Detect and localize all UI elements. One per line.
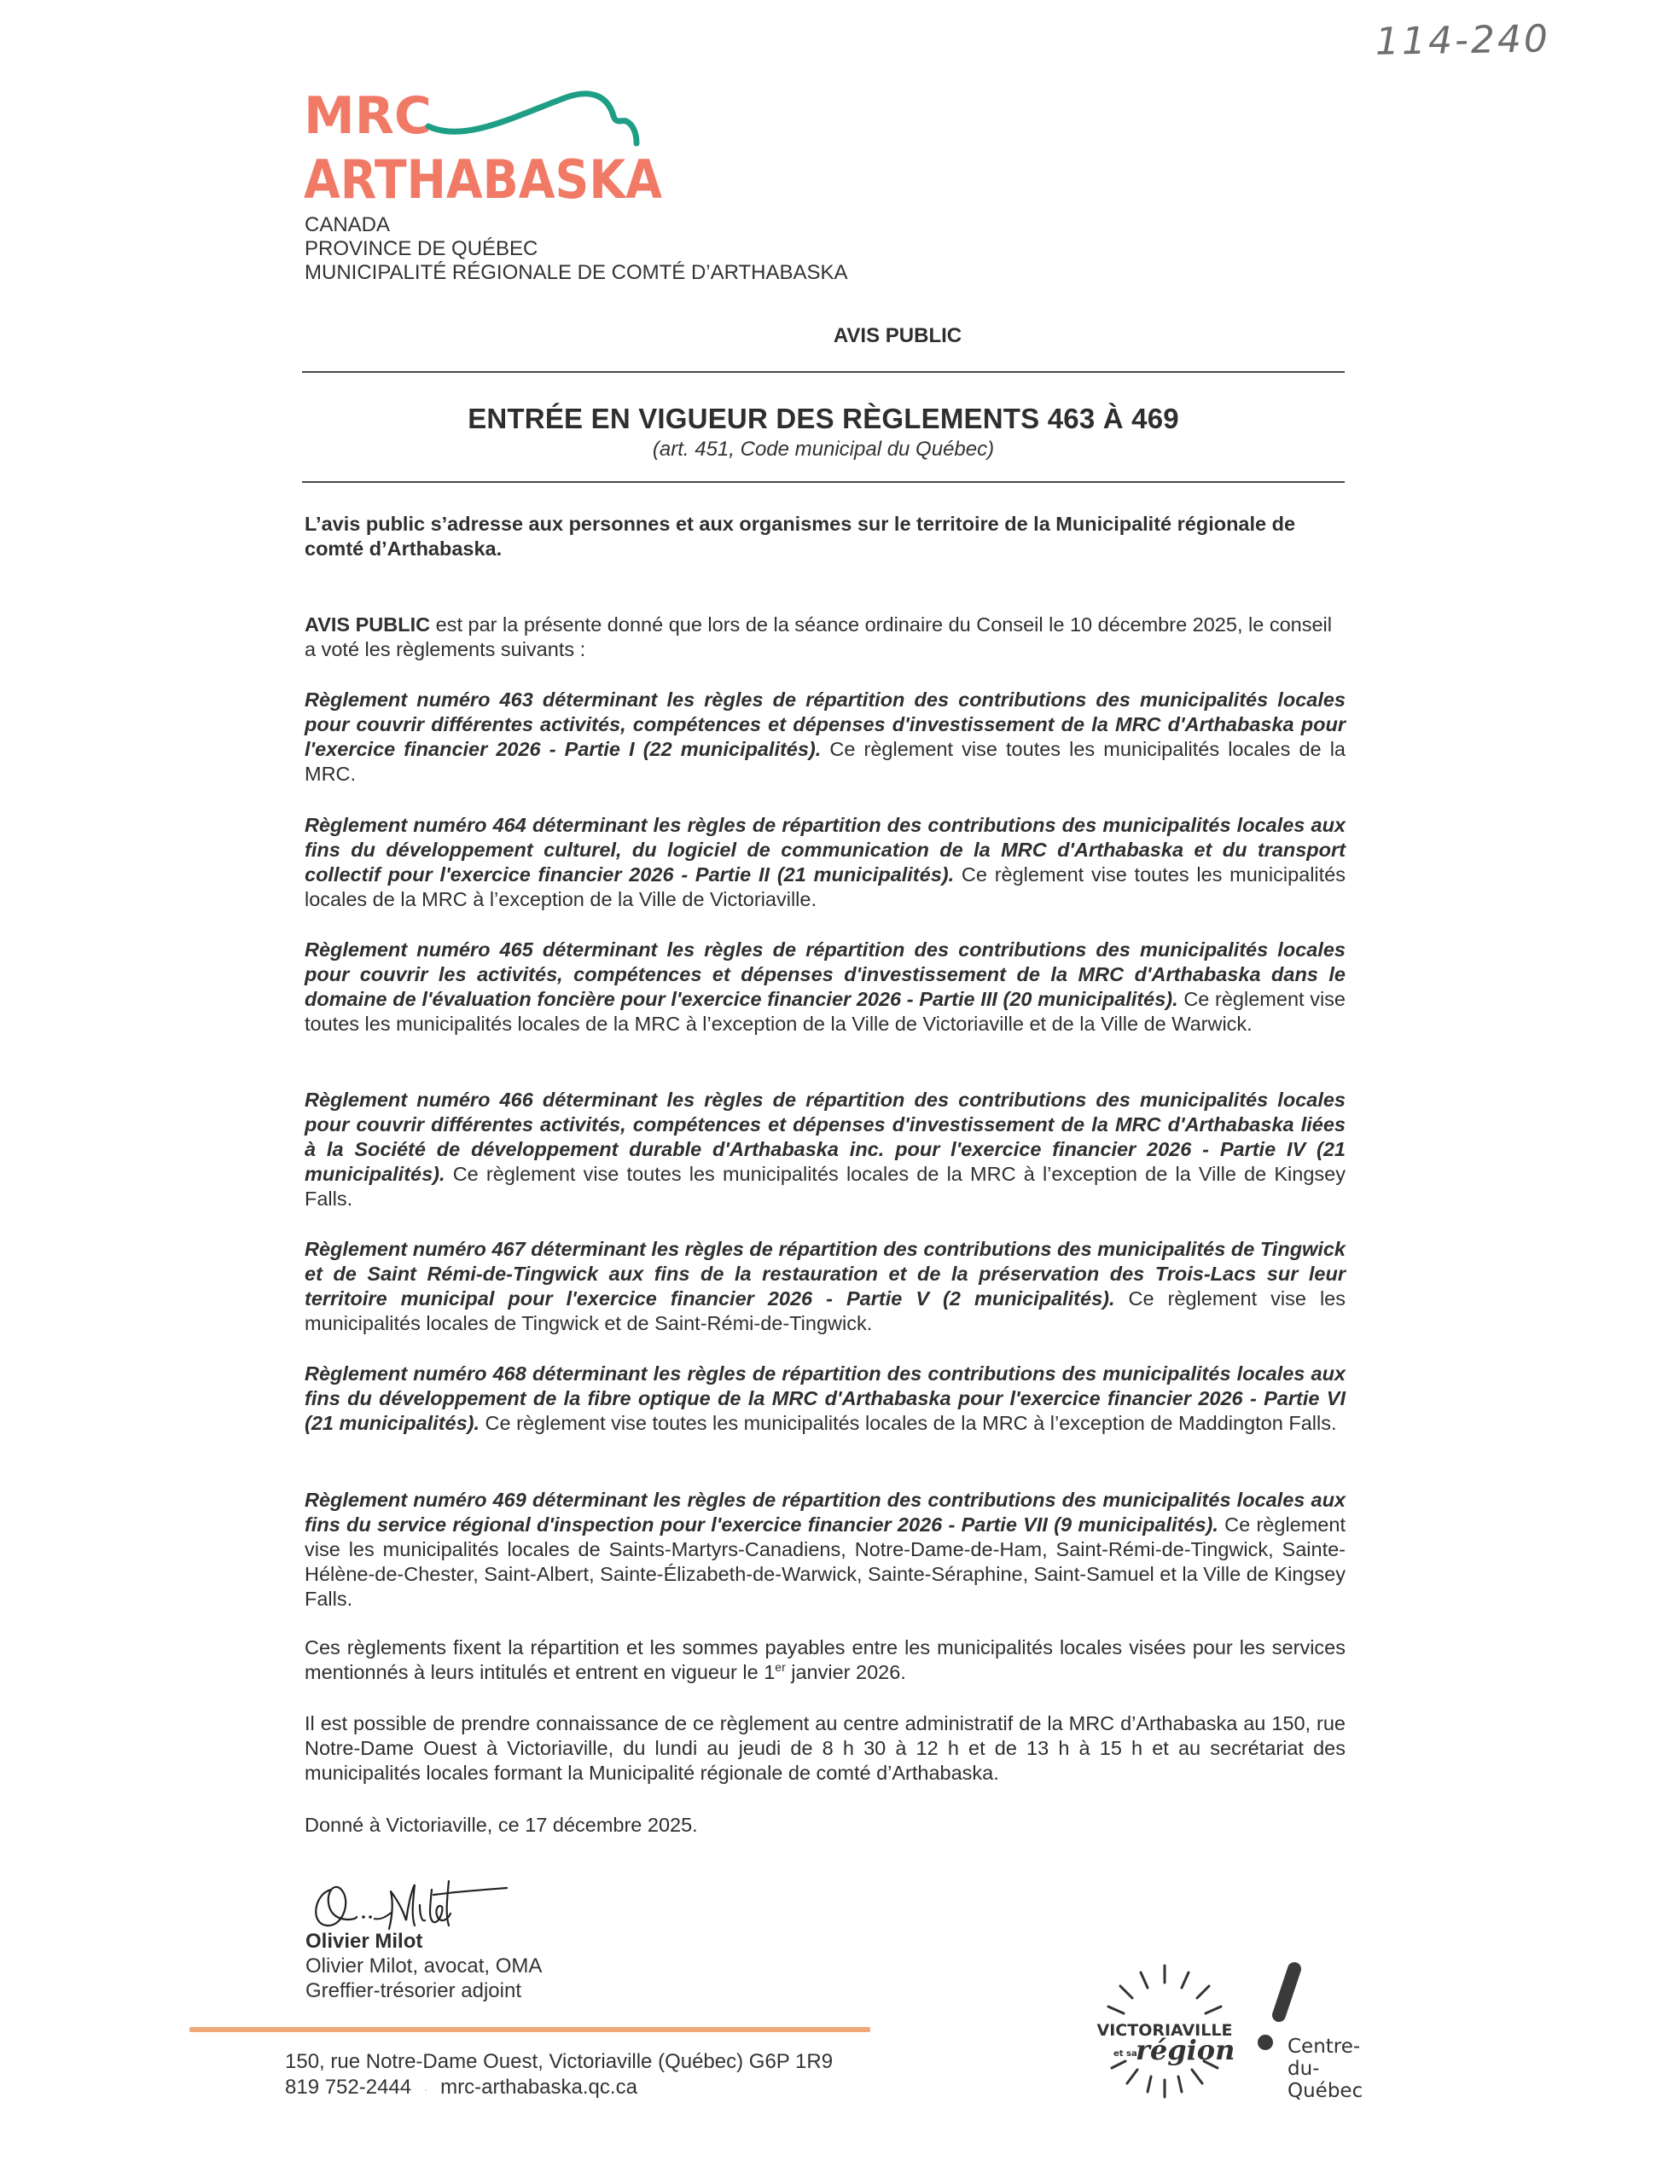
victoriaville-region-logo <box>1088 1954 1241 2099</box>
exclamation-icon <box>1279 1969 1294 2015</box>
footer-contact <box>285 2076 637 2100</box>
regulation-466 <box>305 1088 1346 1211</box>
cdq-line1: Centre- <box>1288 2036 1361 2058</box>
intro-paragraph <box>305 613 1346 662</box>
intro-lead: AVIS PUBLIC <box>305 613 431 636</box>
jurisdiction-header <box>305 213 848 285</box>
regulation-465 <box>305 938 1346 1037</box>
regulation-scope: Ce règlement vise toutes les municipalités locales de la MRC à l’exception de la Ville de Victoriaville et de la Ville de Warwick. <box>305 988 1346 1035</box>
regulation-scope: Ce règlement vise les municipalités locales de Tingwick et de Saint-Rémi-de-Tingwick. <box>305 1287 1346 1334</box>
given-at-line: Donné à Victoriaville, ce 17 décembre 2025. <box>305 1814 698 1836</box>
effect-text: Ces règlements fixent la répartition et les sommes payables entre les municipalités locales visées pour les services mentionnés à leurs intitulés et entrent en vigueur le 1 <box>305 1636 1346 1683</box>
regulation-469 <box>305 1488 1346 1612</box>
regulation-464 <box>305 813 1346 912</box>
notice-label: AVIS PUBLIC <box>833 324 962 347</box>
footer-website[interactable]: mrc-arthabaska.qc.ca <box>440 2076 637 2099</box>
regulation-title: Règlement numéro 464 déterminant les règles de répartition des contributions des municipalités locales aux fins du développement culturel, du logiciel de communication de la MRC d'Arthabaska et du transport collectif pour l'exercice financier 2026 - Partie II (21 municipalités). <box>305 814 1346 886</box>
vic-logo-small: et sa <box>1113 2049 1137 2059</box>
effect-date: janvier 2026. <box>785 1661 906 1683</box>
vic-logo-script: région <box>1136 2034 1235 2066</box>
separator-dot: · <box>423 2082 428 2096</box>
header-country: CANADA <box>305 213 391 236</box>
page-subtitle: (art. 451, Code municipal du Québec) <box>652 438 995 461</box>
cdq-line3: Québec <box>1288 2080 1363 2102</box>
cdq-line2: du- <box>1288 2058 1320 2080</box>
signatory-credentials: Olivier Milot, avocat, OMA <box>305 1955 543 1978</box>
logo-wave <box>428 94 637 143</box>
mrc-arthabaska-logo <box>302 82 669 201</box>
effective-date-paragraph <box>305 1635 1346 1685</box>
divider-bottom <box>302 481 1345 483</box>
regulation-title: Règlement numéro 465 déterminant les règles de répartition des contributions des municipalités locales pour couvrir les activités, compétences et dépenses d'investissement de la MRC d'Arthabaska dans le domaine de l'évaluation foncière pour l'exercice financier 2026 - Partie III (20 municipalités). <box>305 938 1346 1010</box>
footer-address: 150, rue Notre-Dame Ouest, Victoriaville (Québec) G6P 1R9 <box>285 2050 834 2073</box>
regulation-scope: Ce règlement vise toutes les municipalités locales de la MRC à l’exception de la Ville de Kingsey Falls. <box>305 1163 1346 1210</box>
signatory-name: Olivier Milot <box>305 1930 423 1953</box>
header-province: PROVINCE DE QUÉBEC <box>305 237 538 260</box>
logo-text-arthabaska: ARTHABASKA <box>304 148 663 201</box>
regulation-scope: Ce règlement vise toutes les municipalités locales de la MRC. <box>305 738 1346 785</box>
regulation-title: Règlement numéro 466 déterminant les règles de répartition des contributions des municipalités locales pour couvrir différentes activités, compétences et dépenses d'investissement de la MRC d'Arthabaska liées à la Société de développement durable d'Arthabaska inc. pour l'exercice financier 2026 - Partie IV (21 municipalités). <box>305 1089 1346 1185</box>
header-municipality: MUNICIPALITÉ RÉGIONALE DE COMTÉ D’ARTHABASKA <box>305 261 848 284</box>
centre-du-quebec-logo <box>1250 1954 1378 2107</box>
regulation-title: Règlement numéro 469 déterminant les règles de répartition des contributions des municipalités locales aux fins du service régional d'inspection pour l'exercice financier 2026 - Partie VII (9 municipalités). <box>305 1489 1346 1536</box>
regulation-scope: Ce règlement vise toutes les municipalités locales de la MRC à l’exception de la Ville de Victoriaville. <box>305 863 1346 910</box>
regulation-scope: Ce règlement vise toutes les municipalités locales de la MRC à l’exception de Maddington Falls. <box>480 1412 1337 1434</box>
regulation-title: Règlement numéro 467 déterminant les règles de répartition des contributions des municipalités de Tingwick et de Saint Rémi-de-Tingwick aux fins de la restauration et de la préservation des Trois-Lacs sur leur territoire municipal pour l'exercice financier 2026 - Partie V (2 municipalités). <box>305 1238 1346 1310</box>
regulation-scope: Ce règlement vise les municipalités locales de Saints-Martyrs-Canadiens, Notre-Dame-de-Ham, Saint-Rémi-de-Tingwick, Sainte-Hélène-de-Chester, Saint-Albert, Sainte-Élizabeth-de-Warwick, Sainte-Séraphine, Saint-Samuel et la Ville de Kingsey Falls. <box>305 1513 1346 1610</box>
consultation-paragraph: Il est possible de prendre connaissance de ce règlement au centre administratif de la MRC d’Arthabaska au 150, rue Notre-Dame Ouest à Victoriaville, du lundi au jeudi de 8 h 30 à 12 h et de 13 h à 15 h et au secrétariat des municipalités locales formant la Municipalité régionale de comté d’Arthabaska. <box>305 1712 1346 1784</box>
regulation-title: Règlement numéro 468 déterminant les règles de répartition des contributions des municipalités locales aux fins du développement de la fibre optique de la MRC d'Arthabaska pour l'exercice financier 2026 - Partie VI (21 municipalités). <box>305 1362 1346 1434</box>
logo-text-mrc: MRC <box>304 86 432 146</box>
handwritten-signature <box>305 1873 510 1932</box>
regulation-467 <box>305 1237 1346 1336</box>
footer-phone: 819 752-2444 <box>285 2076 412 2099</box>
intro-text: est par la présente donné que lors de la séance ordinaire du Conseil le 10 décembre 2025, le conseil a voté les règlements suivants : <box>305 613 1332 660</box>
audience-statement: L’avis public s’adresse aux personnes et aux organismes sur le territoire de la Municipalité régionale de comté d’Arthabaska. <box>305 513 1296 560</box>
footer-accent-rule <box>189 2027 870 2032</box>
signatory-role: Greffier-trésorier adjoint <box>305 1979 521 2002</box>
regulation-title: Règlement numéro 463 déterminant les règles de répartition des contributions des municipalités locales pour couvrir différentes activités, compétences et dépenses d'investissement de la MRC d'Arthabaska pour l'exercice financier 2026 - Partie I (22 municipalités). <box>305 688 1346 760</box>
regulation-463 <box>305 688 1346 787</box>
vic-logo-title: VICTORIAVILLE <box>1096 2021 1233 2040</box>
divider-top <box>302 371 1345 373</box>
page-title: ENTRÉE EN VIGUEUR DES RÈGLEMENTS 463 À 469 <box>468 403 1179 434</box>
handwritten-file-number: 114-240 <box>1375 17 1551 64</box>
effect-ordinal: er <box>775 1660 786 1675</box>
regulation-468 <box>305 1362 1346 1436</box>
